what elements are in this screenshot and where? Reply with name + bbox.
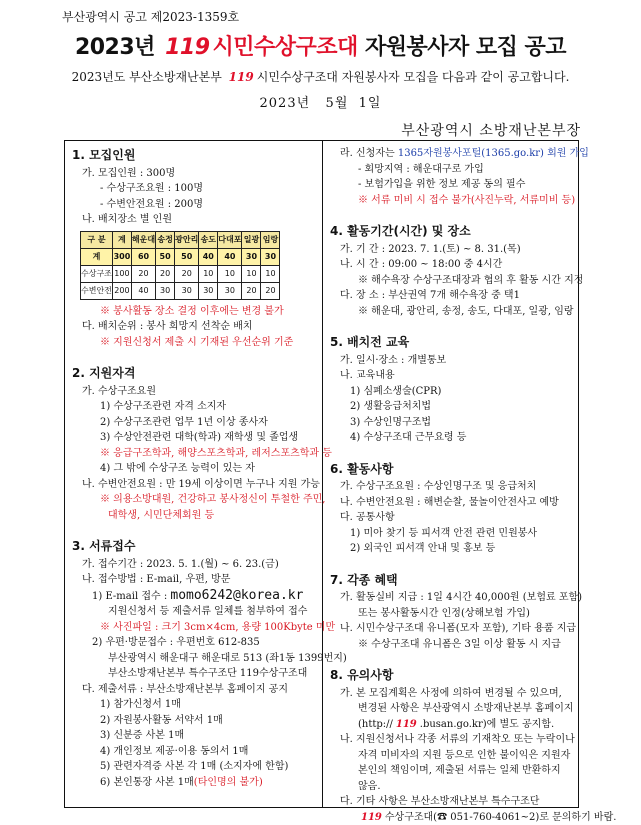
119-logo: 119	[165, 35, 209, 60]
table-cell: 30	[242, 248, 261, 265]
s3-da: 다. 제출서류 : 부산소방재난본부 홈페이지 공지	[72, 682, 318, 698]
table-row	[81, 282, 280, 299]
table-cell: 30	[218, 282, 242, 299]
s4-note2: ※ 해운대, 광안리, 송정, 송도, 다대포, 일광, 임랑	[330, 304, 575, 320]
s4-ga: 가. 기 간 : 2023. 7. 1.(토) ~ 8. 31.(목)	[330, 242, 575, 258]
table-header: 다대포	[218, 231, 242, 248]
s3-l1-desc: 지원신청서 등 제출서류 일체를 첨부하여 접수	[72, 604, 318, 620]
intro-pre: 2023년도 부산소방재난본부	[72, 70, 222, 84]
s1-ga1: - 수상구조요원 : 100명	[72, 181, 318, 197]
section-1-heading: 1. 모집인원	[72, 148, 318, 164]
s8-na1: 나. 지원신청서나 각종 서류의 기재착오 또는 누락이나	[330, 732, 575, 748]
s4-note1: ※ 해수욕장 수상구조대장과 협의 후 활동 시간 지정	[330, 273, 575, 289]
table-cell: 50	[156, 248, 175, 265]
s3-d6	[72, 775, 318, 791]
table-header: 임랑	[261, 231, 280, 248]
s5-na: 나. 교육내용	[330, 368, 575, 384]
s5-l2: 2) 생활응급처치법	[330, 399, 575, 415]
table-cell: 300	[112, 248, 131, 265]
119-logo-url: 119	[396, 717, 417, 733]
s2-l1: 1) 수상구조관련 자격 소지자	[72, 399, 318, 415]
s7-na: 나. 시민수상구조대 유니폼(모자 포함), 기타 용품 지급	[330, 621, 575, 637]
table-header: 송정	[156, 231, 175, 248]
title-year: 2023년	[75, 35, 155, 60]
s8-na2: 자격 미비자의 지원 등으로 인한 불이익은 지원자	[330, 748, 575, 764]
s3-note1: ※ 사진파일 : 크기 3cm×4cm, 용량 100Kbyte 미만	[72, 620, 318, 636]
url-post: .busan.go.kr)에 별도 공지함.	[420, 719, 554, 730]
title-rest: 자원봉사자 모집 공고	[365, 35, 566, 60]
s2-note1: ※ 응급구조학과, 해양스포츠학과, 레저스포츠학과 등	[72, 446, 318, 462]
s1-da: 다. 배치순위 : 봉사 희망지 선착순 배치	[72, 319, 318, 335]
table-cell: 200	[112, 282, 131, 299]
ra-note: ※ 서류 미비 시 접수 불가(사진누락, 서류미비 등)	[330, 193, 575, 209]
table-cell: 20	[131, 265, 155, 282]
119-logo-contact: 119	[361, 810, 382, 825]
s8-ga2: 변경된 사항은 부산광역시 소방재난본부 홈페이지	[330, 701, 575, 717]
left-column	[72, 142, 318, 790]
s8-na3: 본인의 책임이며, 제출된 서류는 일체 반환하지	[330, 763, 575, 779]
s6-l1: 1) 미아 찾기 등 피서객 안전 관련 민원봉사	[330, 526, 575, 542]
notice-number: 부산광역시 공고 제2023-1359호	[62, 8, 239, 25]
table-row	[81, 248, 280, 265]
table-cell: 20	[156, 265, 175, 282]
s3-d1: 1) 참가신청서 1매	[72, 697, 318, 713]
s7-note: ※ 수상구조대 유니폼은 3일 이상 활동 시 지급	[330, 637, 575, 653]
table-cell: 10	[242, 265, 261, 282]
s8-ga1: 가. 본 모집계획은 사정에 의하여 변경될 수 있으며,	[330, 686, 575, 702]
s2-l3: 3) 수상안전관련 대학(학과) 재학생 및 졸업생	[72, 430, 318, 446]
section-5-heading: 5. 배치전 교육	[330, 335, 575, 351]
ra-a2: - 보험가입을 위한 정보 제공 동의 필수	[330, 177, 575, 193]
s3-d4: 4) 개인정보 제공·이용 동의서 1매	[72, 744, 318, 760]
s3-l2b: 부산소방재난본부 특수구조단 119수상구조대	[72, 666, 318, 682]
table-header: 광안리	[175, 231, 199, 248]
s3-ga: 가. 접수기간 : 2023. 5. 1.(월) ~ 6. 23.(금)	[72, 557, 318, 573]
s3-l2a: 부산광역시 해운대구 해운대로 513 (좌1동 1399번지)	[72, 651, 318, 667]
table-cell: 40	[199, 248, 218, 265]
s3-l2: 2) 우편·방문접수 : 우편번호 612-835	[72, 635, 318, 651]
s3-d3: 3) 신분증 사본 1매	[72, 728, 318, 744]
table-cell: 10	[199, 265, 218, 282]
contact-text: 수상구조대(☎ 051-760-4061~2)로 문의하기 바람.	[385, 812, 617, 823]
table-cell: 30	[156, 282, 175, 299]
table-cell: 계	[81, 248, 113, 265]
email-label: 1) E-mail 접수 :	[92, 591, 170, 602]
s1-ga: 가. 모집인원 : 300명	[72, 166, 318, 182]
s8-da1: 다. 기타 사항은 부산소방재난본부 특수구조단	[330, 794, 575, 810]
d6-note: (타인명의 불가)	[194, 777, 263, 788]
s8-ga3	[330, 717, 575, 733]
volunteer-portal-link[interactable]: 1365자원봉사포털(1365.go.kr) 회원 가입	[398, 148, 589, 159]
table-header: 계	[112, 231, 131, 248]
table-cell: 30	[175, 282, 199, 299]
table-cell: 수변안전	[81, 282, 113, 299]
table-cell: 30	[261, 248, 280, 265]
s2-ga: 가. 수상구조요원	[72, 384, 318, 400]
section-8-heading: 8. 유의사항	[330, 668, 575, 684]
section-6-heading: 6. 활동사항	[330, 462, 575, 478]
section-2-heading: 2. 지원자격	[72, 366, 318, 382]
s1-na: 나. 배치장소 별 인원	[72, 212, 318, 228]
s2-l2: 2) 수상구조관련 업무 1년 이상 종사자	[72, 415, 318, 431]
column-divider	[322, 140, 323, 808]
intro-post: 시민수상구조대 자원봉사자 모집을 다음과 같이 공고합니다.	[257, 70, 570, 84]
table-cell: 40	[218, 248, 242, 265]
table-header: 구 분	[81, 231, 113, 248]
intro-text	[0, 68, 641, 85]
s1-note1: ※ 봉사활동 장소 결정 이후에는 변경 불가	[72, 304, 318, 320]
s6-ga: 가. 수상구조요원 : 수상인명구조 및 응급처치	[330, 479, 575, 495]
table-header: 송도	[199, 231, 218, 248]
section-7-heading: 7. 각종 혜택	[330, 573, 575, 589]
s5-ga: 가. 일시·장소 : 개별통보	[330, 353, 575, 369]
s5-l1: 1) 심폐소생술(CPR)	[330, 384, 575, 400]
d6-text: 6) 본인통장 사본 1매	[100, 777, 194, 788]
s2-na: 나. 수변안전요원 : 만 19세 이상이면 누구나 지원 가능	[72, 477, 318, 493]
s3-d2: 2) 자원봉사활동 서약서 1매	[72, 713, 318, 729]
ra-line1	[330, 146, 575, 162]
s2-note2b: 대학생, 시민단체회원 등	[72, 508, 318, 524]
right-column	[330, 142, 575, 825]
table-cell: 30	[199, 282, 218, 299]
ra-a1: - 회망지역 : 해운대구로 가입	[330, 162, 575, 178]
table-cell: 50	[175, 248, 199, 265]
s7-ga-note: 또는 봉사활동시간 인정(상해보험 가입)	[330, 606, 575, 622]
s6-l2: 2) 외국인 피서객 안내 및 홍보 등	[330, 541, 575, 557]
s2-l4: 4) 그 밖에 수상구조 능력이 있는 자	[72, 461, 318, 477]
placement-table	[80, 231, 280, 300]
table-cell: 100	[112, 265, 131, 282]
table-cell: 10	[261, 265, 280, 282]
s5-l3: 3) 수상인명구조법	[330, 415, 575, 431]
table-header: 일광	[242, 231, 261, 248]
table-cell: 60	[131, 248, 155, 265]
ra-pre: 라. 신청자는	[340, 148, 398, 159]
section-4-heading: 4. 활동기간(시간) 및 장소	[330, 224, 575, 240]
table-header-row	[81, 231, 280, 248]
table-cell: 40	[131, 282, 155, 299]
table-row	[81, 265, 280, 282]
table-header: 해운대	[131, 231, 155, 248]
s4-da: 다. 장 소 : 부산권역 7개 해수욕장 중 택1	[330, 288, 575, 304]
s1-ga2: - 수변안전요원 : 200명	[72, 197, 318, 213]
s1-note2: ※ 지원신청서 제출 시 기재된 우선순위 기준	[72, 335, 318, 351]
s6-na: 나. 수변안전요원 : 해변순찰, 물놀이안전사고 예방	[330, 495, 575, 511]
announcement-date: 2023년 5월 1일	[0, 92, 641, 111]
table-cell: 10	[218, 265, 242, 282]
email-address[interactable]: momo6242@korea.kr	[170, 588, 303, 603]
table-cell: 20	[261, 282, 280, 299]
s3-d5: 5) 관련자격증 사본 각 1매 (소지자에 한함)	[72, 759, 318, 775]
s6-da: 다. 공통사항	[330, 510, 575, 526]
issuer: 부산광역시 소방재난본부장	[401, 120, 581, 140]
section-3-heading: 3. 서류접수	[72, 539, 318, 555]
title-program: 시민수상구조대	[213, 35, 358, 60]
table-cell: 20	[175, 265, 199, 282]
119-logo-small: 119	[229, 70, 254, 84]
page-title	[0, 30, 641, 61]
s3-na: 나. 접수방법 : E-mail, 우편, 방문	[72, 572, 318, 588]
s8-na4: 않음.	[330, 779, 575, 795]
url-pre: (http://	[358, 719, 393, 730]
table-cell: 수상구조	[81, 265, 113, 282]
s2-note2a: ※ 의용소방대원, 건강하고 봉사정신이 투철한 주민,	[72, 492, 318, 508]
s8-da2	[330, 810, 575, 825]
s4-na: 나. 시 간 : 09:00 ~ 18:00 중 4시간	[330, 257, 575, 273]
table-cell: 20	[242, 282, 261, 299]
s5-l4: 4) 수상구조대 근무요령 등	[330, 430, 575, 446]
s3-l1	[72, 588, 318, 605]
s7-ga: 가. 활동실비 지급 : 1일 4시간 40,000원 (보험료 포함)	[330, 590, 575, 606]
